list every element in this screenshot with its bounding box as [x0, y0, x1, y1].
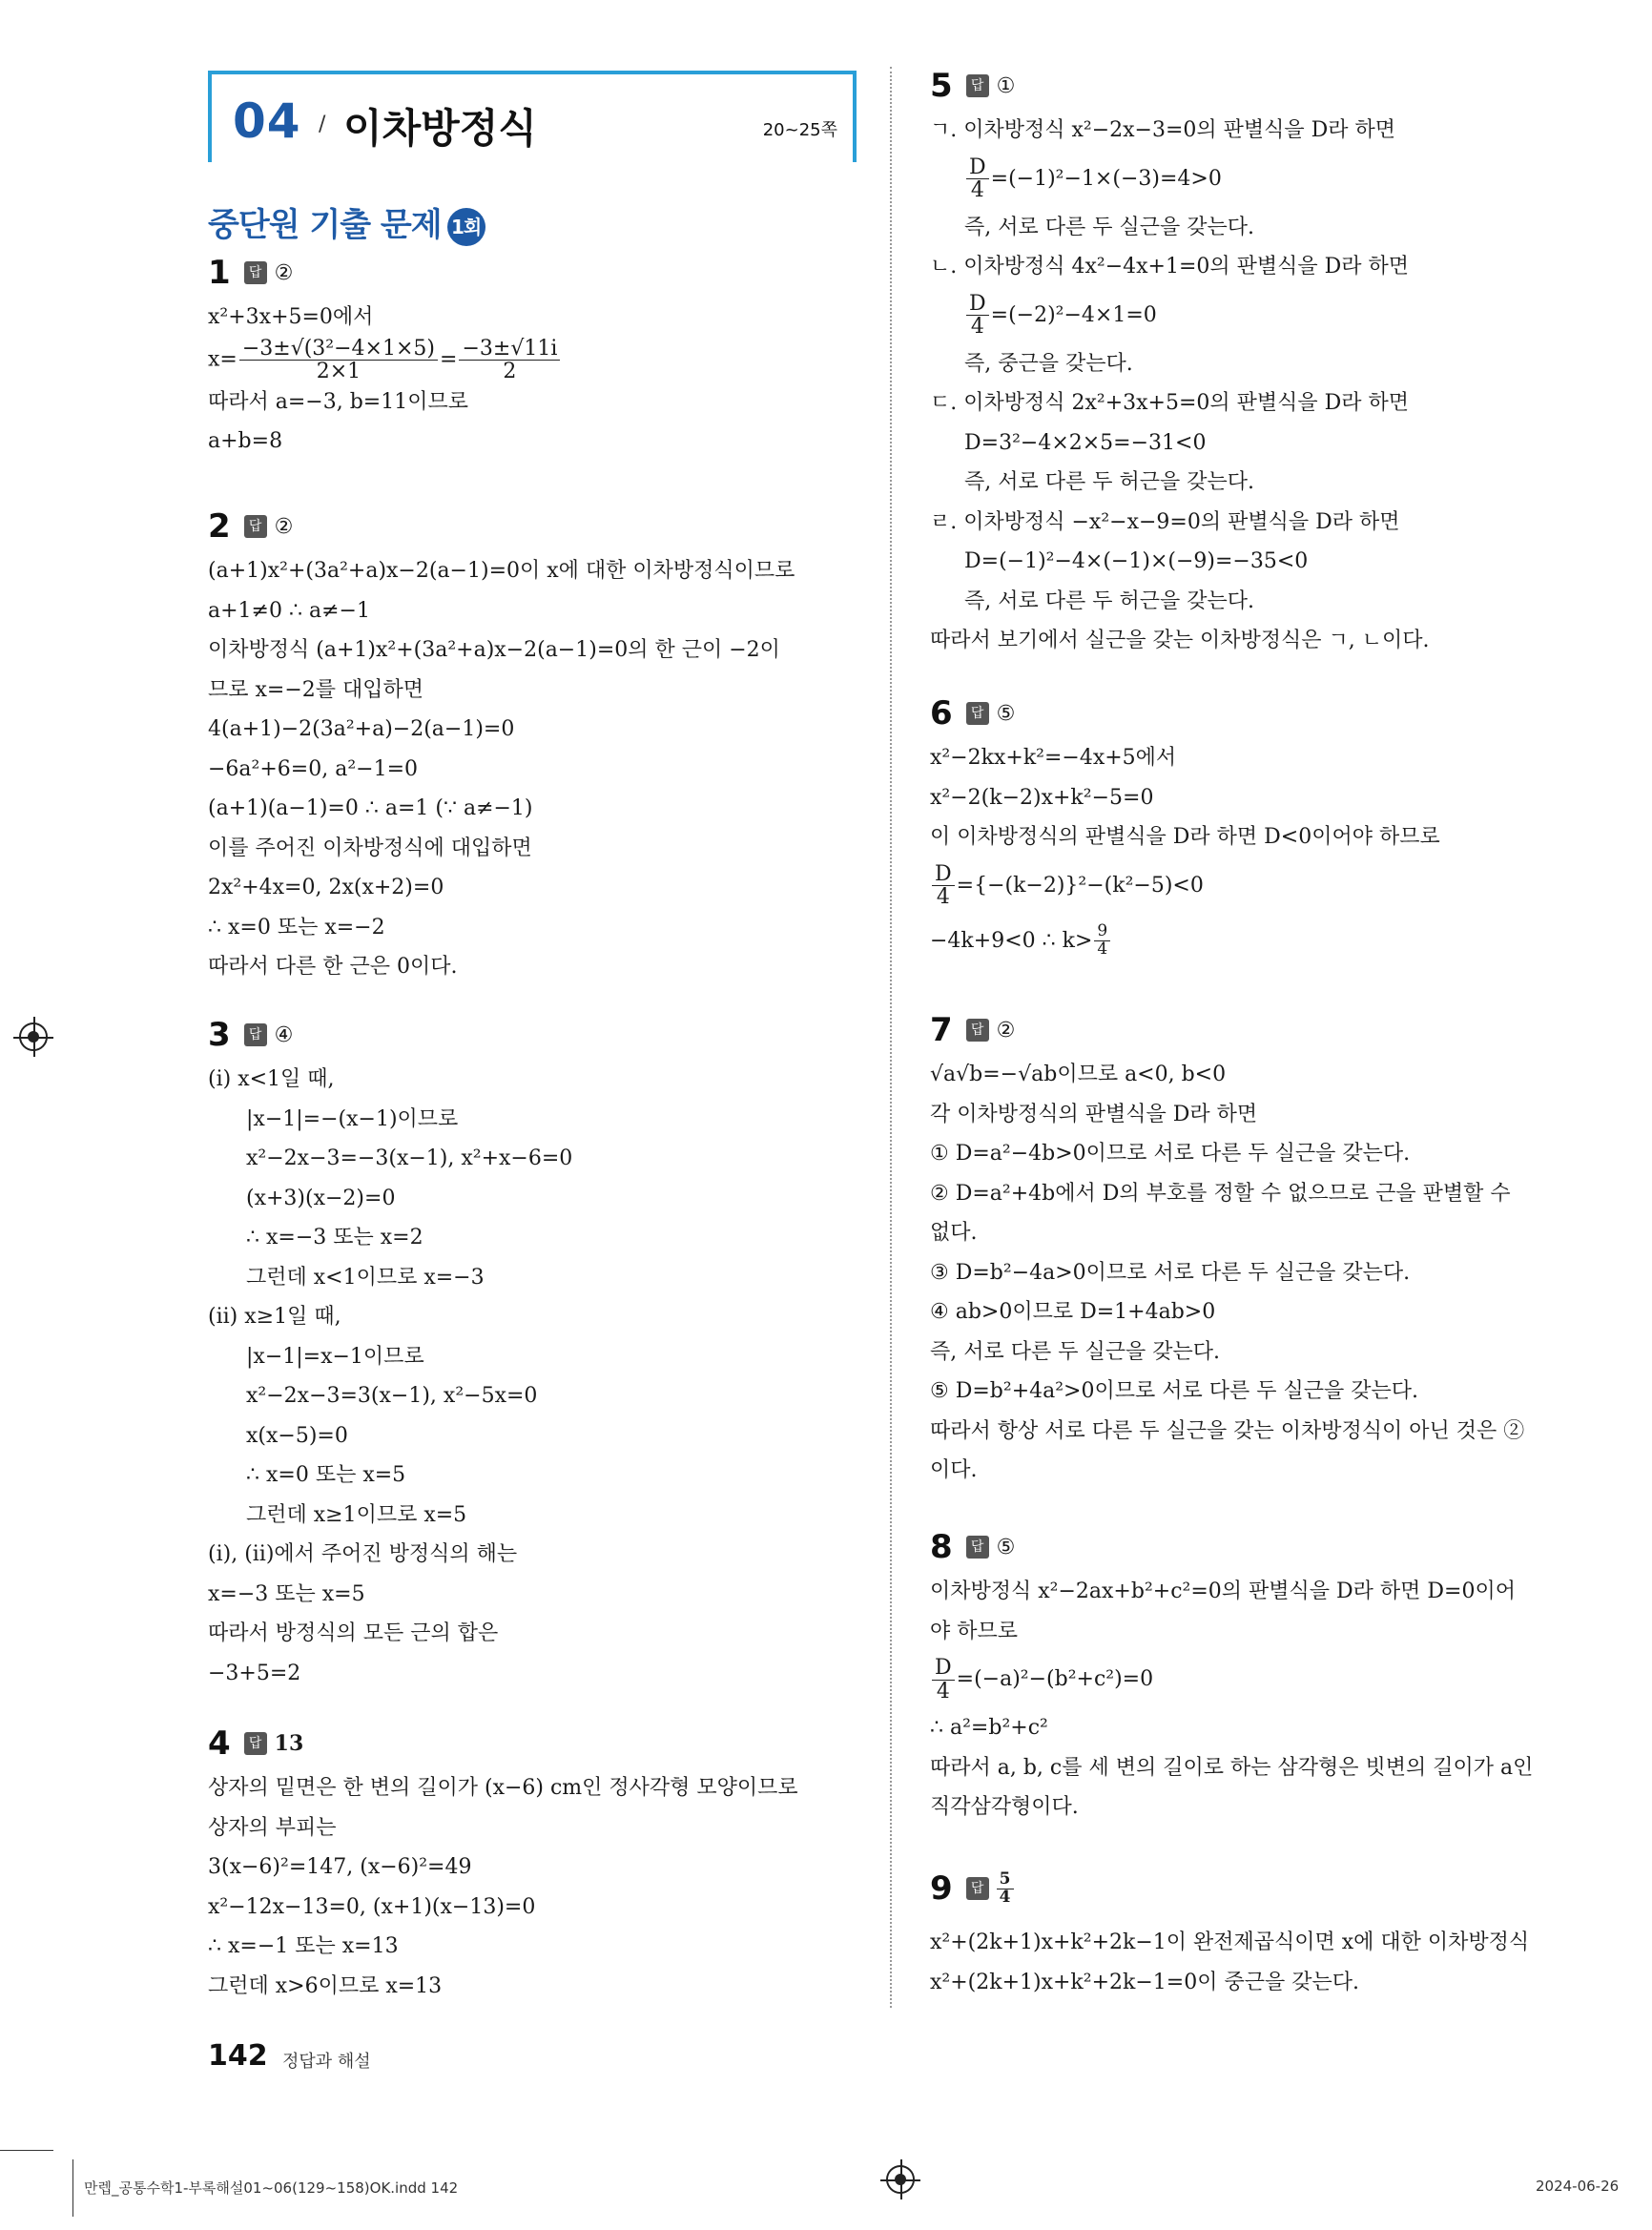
chapter-header: [208, 71, 857, 162]
column-divider: [890, 67, 892, 2008]
solution-line: 이차방정식 x²−2ax+b²+c²=0의 판별식을 D라 하면 D=0이어: [930, 1580, 1516, 1603]
solution-line: x²−12x−13=0, (x+1)(x−13)=0: [208, 1894, 536, 1919]
problem-number: 2: [208, 507, 231, 546]
solution-line: 따라서 a, b, c를 세 변의 길이로 하는 삼각형은 빗변의 길이가 a인: [930, 1755, 1534, 1780]
registration-mark: [19, 1022, 48, 1051]
solution-line: 3(x−6)²=147, (x−6)²=49: [208, 1855, 472, 1879]
solution-line: 이 이차방정식의 판별식을 D라 하면 D<0이어야 하므로: [930, 825, 1440, 849]
solution-line: 2x²+4x=0, 2x(x+2)=0: [208, 876, 444, 899]
numerator: D: [966, 293, 989, 316]
solution-line: [930, 151, 1598, 208]
solution-line: ⑤ D=b²+4a²>0이므로 서로 다른 두 실근을 갖는다.: [930, 1379, 1418, 1403]
solution-line: −3+5=2: [208, 1661, 301, 1685]
denominator: 4: [936, 1679, 950, 1703]
solution-lines: [208, 1060, 857, 1693]
problem-3: [208, 1016, 857, 1693]
solution-line: ∴ x=0 또는 x=−2: [208, 915, 385, 939]
problem-number: 5: [930, 67, 953, 105]
fraction: [1094, 923, 1110, 959]
problem-1: [208, 254, 857, 462]
solution-line: 그런데 x≥1이므로 x=5: [246, 1502, 467, 1527]
answer-tag: 답: [244, 1023, 267, 1046]
solution-line: 그런데 x<1이므로 x=−3: [246, 1265, 485, 1290]
solution-line: (ⅰ) x<1일 때,: [208, 1067, 335, 1091]
math-text: =(−a)²−(b²+c²)=0: [956, 1667, 1154, 1691]
solution-line: 즉, 서로 다른 두 실근을 갖는다.: [930, 1339, 1220, 1364]
denominator: 4: [999, 1887, 1011, 1907]
fraction: [932, 863, 955, 908]
solution-line: 4(a+1)−2(3a²+a)−2(a−1)=0: [208, 717, 515, 741]
answer-value: ②: [996, 1018, 1016, 1043]
solution-line: (x+3)(x−2)=0: [246, 1186, 396, 1210]
solution-line: 따라서 보기에서 실근을 갖는 이차방정식은 ㄱ, ㄴ이다.: [930, 629, 1430, 652]
solution-line: 상자의 밑면은 한 변의 길이가 (x−6) cm인 정사각형 모양이므로: [208, 1776, 798, 1800]
answer-tag: 답: [966, 1019, 989, 1042]
fraction: [932, 1657, 955, 1702]
denominator: 4: [936, 885, 950, 909]
solution-line: [208, 338, 857, 382]
problem-2: [208, 507, 866, 987]
problem-6: [930, 694, 1598, 968]
solution-line: 없다.: [930, 1221, 978, 1245]
chapter-slash: /: [319, 113, 326, 136]
denominator: 4: [970, 178, 984, 202]
answer-value: ①: [996, 73, 1016, 98]
answer-tag: 답: [966, 1877, 989, 1900]
math-text: −4k+9<0 ∴ k>: [930, 928, 1093, 953]
math-text: =: [440, 347, 458, 372]
registration-mark: [886, 2165, 915, 2194]
section-title-text: 중단원 기출 문제: [208, 206, 442, 244]
problem-5: [930, 67, 1598, 661]
fraction: [239, 338, 438, 382]
numerator: −3±√11i: [459, 338, 560, 361]
solution-line: |x−1|=−(x−1)이므로: [246, 1106, 459, 1131]
numerator: −3±√(3²−4×1×5): [239, 338, 438, 361]
answer-tag: 답: [966, 74, 989, 97]
answer-tag: 답: [244, 1732, 267, 1755]
solution-line: ③ D=b²−4a>0이므로 서로 다른 두 실근을 갖는다.: [930, 1260, 1411, 1285]
solution-line: −6a²+6=0, a²−1=0: [208, 756, 419, 781]
solution-line: ㄴ. 이차방정식 4x²−4x+1=0의 판별식을 D라 하면: [930, 255, 1410, 279]
answer-value: 13: [274, 1731, 304, 1756]
solution-line: [930, 287, 1598, 344]
solution-line: 즉, 서로 다른 두 실근을 갖는다.: [964, 215, 1254, 239]
solution-line: x²+(2k+1)x+k²+2k−1이 완전제곱식이면 x에 대한 이차방정식: [930, 1931, 1530, 1954]
solution-line: ㄹ. 이차방정식 −x²−x−9=0의 판별식을 D라 하면: [930, 509, 1400, 534]
solution-line: D=(−1)²−4×(−1)×(−9)=−35<0: [964, 549, 1309, 573]
solution-line: √a√b=−√ab이므로 a<0, b<0: [930, 1063, 1227, 1086]
print-date: 2024-06-26: [1536, 2178, 1620, 2195]
denominator: 4: [970, 315, 984, 339]
solution-line: 이다.: [930, 1458, 978, 1482]
problem-number: 9: [930, 1869, 953, 1908]
solution-line: 상자의 부피는: [208, 1815, 337, 1840]
section-title: [208, 198, 485, 246]
solution-line: 므로 x=−2를 대입하면: [208, 677, 424, 702]
solution-line: (ⅱ) x≥1일 때,: [208, 1305, 341, 1329]
numerator: D: [966, 156, 989, 179]
math-text: =(−1)²−1×(−3)=4>0: [990, 166, 1222, 191]
denominator: 2: [503, 359, 517, 383]
solution-line: 즉, 서로 다른 두 허근을 갖는다.: [964, 470, 1254, 494]
math-text: ={−(k−2)}²−(k²−5)<0: [956, 873, 1204, 898]
problem-4: [208, 1724, 866, 2006]
solution-line: |x−1|=x−1이므로: [246, 1344, 424, 1369]
numerator: 5: [997, 1871, 1014, 1889]
solution-line: [930, 857, 1598, 915]
solution-line: x²−2x−3=−3(x−1), x²+x−6=0: [246, 1146, 573, 1170]
solution-line: D=3²−4×2×5=−31<0: [964, 430, 1207, 455]
problem-7: [930, 1011, 1598, 1491]
numerator: D: [932, 863, 955, 886]
problem-number: 7: [930, 1011, 953, 1049]
solution-line: 따라서 항상 서로 다른 두 실근을 갖는 이차방정식이 아닌 것은 ②: [930, 1418, 1525, 1443]
solution-line: 각 이차방정식의 판별식을 D라 하면: [930, 1102, 1258, 1126]
solution-line: (a+1)x²+(3a²+a)x−2(a−1)=0이 x에 대한 이차방정식이므로: [208, 559, 795, 583]
solution-line: [930, 915, 1598, 968]
solution-line: ∴ x=−3 또는 x=2: [246, 1226, 423, 1249]
denominator: 4: [1097, 939, 1108, 959]
solution-line: ∴ x=−1 또는 x=13: [208, 1934, 399, 1958]
answer-value: ⑤: [996, 1535, 1016, 1559]
solution-line: ㄷ. 이차방정식 2x²+3x+5=0의 판별식을 D라 하면: [930, 391, 1410, 415]
fraction: [459, 338, 560, 382]
solution-line: 즉, 중근을 갖는다.: [964, 351, 1133, 376]
solution-line: (a+1)(a−1)=0 ∴ a=1 (∵ a≠−1): [208, 796, 533, 820]
answer-tag: 답: [244, 261, 267, 284]
solution-line: 따라서 a=−3, b=11이므로: [208, 389, 468, 414]
solution-line: ∴ a²=b²+c²: [930, 1716, 1048, 1740]
solution-line: 그런데 x>6이므로 x=13: [208, 1973, 443, 1998]
chapter-title: 이차방정식: [343, 105, 537, 152]
solution-line: ④ ab>0이므로 D=1+4ab>0: [930, 1300, 1216, 1324]
solution-line: ∴ x=0 또는 x=5: [246, 1463, 406, 1487]
problem-number: 6: [930, 694, 953, 733]
answer-tag: 답: [966, 702, 989, 725]
solution-line: 따라서 방정식의 모든 근의 합은: [208, 1621, 499, 1645]
fraction: [966, 156, 989, 201]
answer-fraction: [997, 1871, 1014, 1907]
problem-number: 3: [208, 1016, 231, 1054]
solution-lines: [208, 1768, 866, 2006]
solution-line: x²+(2k+1)x+k²+2k−1=0이 중근을 갖는다.: [930, 1970, 1359, 1994]
problem-number: 1: [208, 254, 231, 292]
solution-line: 직각삼각형이다.: [930, 1795, 1079, 1819]
fraction: [966, 293, 989, 338]
solution-line: 따라서 다른 한 근은 0이다.: [208, 955, 458, 979]
solution-line: a+1≠0 ∴ a≠−1: [208, 598, 370, 623]
solution-line: x=−3 또는 x=5: [208, 1581, 365, 1606]
solution-line: 이를 주어진 이차방정식에 대입하면: [208, 836, 532, 860]
solution-line: ① D=a²−4b>0이므로 서로 다른 두 실근을 갖는다.: [930, 1142, 1411, 1166]
answer-tag: 답: [966, 1536, 989, 1559]
problem-8: [930, 1528, 1598, 1827]
registration-dot: [28, 1031, 39, 1043]
problem-number: 4: [208, 1724, 231, 1763]
denominator: 2×1: [316, 359, 361, 383]
solution-lines: [930, 1055, 1598, 1491]
page-number: 142: [208, 2039, 268, 2073]
solution-line: 즉, 서로 다른 두 허근을 갖는다.: [964, 588, 1254, 613]
solution-line: ㄱ. 이차방정식 x²−2x−3=0의 판별식을 D라 하면: [930, 118, 1396, 142]
answer-value: ⑤: [996, 701, 1016, 726]
answer-value: ②: [274, 260, 294, 285]
math-text: =(−2)²−4×1=0: [990, 302, 1157, 327]
chapter-number: 04: [233, 93, 301, 149]
solution-line: x(x−5)=0: [246, 1423, 348, 1448]
registration-dot: [895, 2174, 906, 2185]
footer-label: 정답과 해설: [282, 2052, 371, 2072]
numerator: 9: [1094, 923, 1110, 941]
solution-line: x²+3x+5=0에서: [208, 305, 374, 329]
answer-value: ④: [274, 1022, 294, 1047]
print-file-info: 만렙_공통수학1-부록해설01~06(129~158)OK.indd 142: [84, 2179, 459, 2197]
math-text: x=: [208, 347, 237, 372]
solution-line: a+b=8: [208, 429, 283, 454]
solution-line: x²−2(k−2)x+k²−5=0: [930, 785, 1154, 810]
round-badge: 1회: [447, 208, 485, 246]
solution-line: [930, 1651, 1598, 1708]
solution-line: (ⅰ), (ⅱ)에서 주어진 방정식의 해는: [208, 1542, 518, 1566]
numerator: D: [932, 1657, 955, 1680]
solution-line: ② D=a²+4b에서 D의 부호를 정할 수 없으므로 근을 판별할 수: [930, 1181, 1511, 1206]
problem-number: 8: [930, 1528, 953, 1566]
solution-line: 이차방정식 (a+1)x²+(3a²+a)x−2(a−1)=0의 한 근이 −2이: [208, 638, 780, 662]
crop-mark: [72, 2159, 73, 2217]
solution-line: 야 하므로: [930, 1619, 1019, 1643]
answer-tag: 답: [244, 515, 267, 538]
answer-value: ②: [274, 514, 294, 539]
chapter-pages: 20~25쪽: [762, 120, 837, 140]
solution-line: x²−2x−3=3(x−1), x²−5x=0: [246, 1384, 538, 1408]
solution-lines: [208, 551, 866, 987]
solution-line: x²−2kx+k²=−4x+5에서: [930, 746, 1177, 770]
problem-9: [930, 1869, 1598, 2002]
crop-mark: [0, 2150, 53, 2151]
